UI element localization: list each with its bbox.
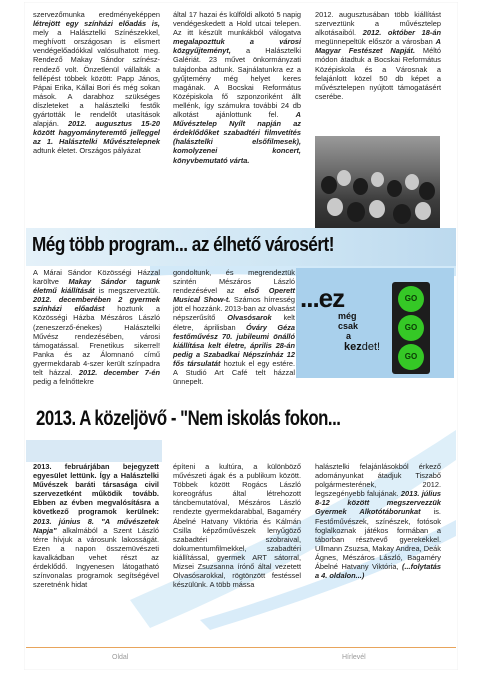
band1-column-1	[33, 268, 160, 386]
text: megalapozttuk a városi közgyűjteményt,	[173, 37, 301, 56]
text: szervezőmunka eredményeképpen	[33, 10, 160, 19]
text: mely a Halásztelki Színészekkel, meghívott országosan is elismert vendégelőadókkal valósulhatott meg. Rendező Makay Sándor színész-rendező volt. Önzetlenül vállalták a fellépést többek között: Papp János, Pápai Erika, Kállai Bori és még sokan mások. A darabhoz szükséges díszleteket a halásztelki festők gyártották le rendelőt utasítások alapján.	[33, 28, 160, 129]
text: "A művészetek Napja"	[33, 516, 159, 535]
go-light: GO	[398, 315, 424, 341]
text: adtunk életet. Országos pályázat	[33, 146, 141, 156]
text: Óváry Géza festőművész 70. jubileumi önálló kiállítása kelt életre, április 28-án pedig a Szabadkai Népszínház 12 fős társulatát	[173, 322, 295, 368]
text: Makay Sándor tagunk életmű kiállítását	[33, 277, 160, 296]
text: Olvasósarok	[227, 313, 272, 323]
text: kelt életre, áprilisban	[173, 313, 295, 332]
section-highlight	[26, 440, 162, 462]
text: 2013. június 8.	[33, 516, 94, 526]
band1-column-2	[173, 268, 295, 386]
ez-line-1: még	[338, 311, 357, 321]
ez-kez: kez	[344, 341, 362, 353]
footer-left: Oldal	[112, 654, 129, 661]
text: a Halásztelki Galériát. 23 művet önkormányzati tulajdonba adtunk. Sajnálatunkra ez a gyűjtemény még helyet keres magának. A Bocskai Református Középiskola fő szponzoriként állt mellénk, így számukra további 24 db alkotást ajánlottunk fel.	[173, 46, 301, 120]
text: 2012. augusztus 15-20 között hagyományteremtő jelleggel az 1. Halásztelki Művésztelepnek	[33, 119, 160, 147]
traffic-light-graphic	[392, 282, 430, 374]
text: 2013. július 8-12 között megszervezzük Gyermek Alkotótáborunkat	[315, 489, 441, 517]
go-light: GO	[398, 286, 424, 312]
band2-column-3	[315, 462, 441, 580]
ez-line-2: csak	[338, 321, 359, 331]
text: alkalmából a Szent László térre hívjuk a városunk lakosságát. Ezen a napon összemüvészeti kavalkádban vehet részt az érdeklődő. Ingyenesen látogatható színvonalas programok segítségével szeretnénk hidat	[33, 525, 159, 590]
text: létrejött egy színházi előadás is,	[33, 19, 160, 29]
go-light: GO	[398, 344, 424, 370]
footer-rule	[26, 647, 456, 648]
text: A Magyar Festészet Napját.	[315, 37, 441, 56]
top-column-1	[33, 10, 160, 156]
text: megünnepeltük először a városban	[315, 37, 433, 47]
band2-column-2	[173, 462, 301, 589]
text: is. Festőművészek, színészek, fotósok foglalkoznak játékos formában a táborban résztvevő gyerekekkel. Ullmann Zsuzsa, Makay Andrea, Deák Ágnes, Mészáros László, Bagaméry Ábelné Hatvany Viktória,	[315, 507, 441, 572]
text: hoztuk el egy estére. A Studió Art Café telt házzal ünnepelt.	[173, 358, 295, 387]
top-column-3	[315, 10, 441, 101]
text: által 17 hazai és külföldi alkotó 5 napig vendégeskedett a Hold utcai telepen. Az itt készült munkákból válogatva	[173, 10, 301, 38]
text: építeni a kultúra, a különböző művészeti ágak és a publikum között. Többek között Rogács László koreográfus által létrehozott táncbemutatóval, Mészáros László rendezte gyermekdarabbal, Bagaméry Ábelné Hatvany Viktória és Kálmán Csilla képzőművészek lenyűgöző szabadtéri szobraival, dokumentumfilmekkel, szabadtéri kiállítással, gyermek ART sátorral, Mizsei Zsuzsanna írónő által vezetett Olvasósarokkal, rögtönzött festéssel készülünk. A több mássa	[173, 462, 301, 590]
audience-photo	[315, 136, 440, 228]
text: (...folytatás a 4. oldalon...)	[315, 562, 441, 581]
section-title-2: 2013. A közeljövő - "Nem iskolás fokon...	[36, 407, 341, 430]
text: Méltó módon átadtuk a Bocskai Református Középiskola és a Városnak a felajánlott közel 50 db képet a művésztelepen nyújtott támogatásért cserébe.	[315, 46, 441, 101]
top-column-2	[173, 10, 301, 165]
section-title-1: Még több program... az élhető városért!	[32, 234, 334, 256]
band2-column-1	[33, 462, 159, 589]
ez-line-4	[344, 341, 380, 353]
ez-line-3: a	[346, 331, 352, 341]
text: Számos hírresség jött el hozzánk.	[173, 295, 295, 314]
text: első Operett Musical Show-t.	[173, 286, 295, 305]
text: gondoltunk, és megrendeztük szintén Mészáros László rendezésével az	[173, 268, 295, 296]
ez-det: det!	[361, 341, 381, 353]
text: A Márai Sándor Közösségi Házzal karöltve	[33, 268, 160, 287]
text: pedig a felnőttekre	[33, 377, 94, 387]
text: 2012. október 18-án	[362, 28, 441, 38]
text: 2013. februárjában bejegyzett egyesület lettünk. Így a Halásztelki Művészek baráti társasága civil szervezetként működik tovább. Ebben az évben megvalósításra a következő programok kerülnek:	[33, 462, 159, 517]
text: halásztelki felajánlásokból érkező adományunkat átadjuk Tiszabő polgármesterének, 2012. legszegényebb falujának.	[315, 462, 441, 499]
text: 2012. december 7-én	[78, 368, 160, 378]
text: A Művésztelep Nyílt napján az érdeklődőket szabadtéri filmvetítés (halásztelki elsőfilmesek), komolyzenei koncert, könyvbemutató várta.	[173, 110, 302, 165]
section-banner-1	[26, 228, 456, 266]
text: 2012. augusztusában több kiállítást szerveztünk a művésztelep alkotásaiból.	[315, 10, 441, 38]
text: is megszerveztük.	[98, 286, 160, 296]
footer-right: Hírlevél	[342, 654, 366, 661]
ez-big-text: ...ez	[300, 283, 345, 313]
text: 2013-ban az olvasást népszerűsítő	[173, 304, 295, 323]
text: hoztunk a Közösségi Házba Mészáros László (zeneszerző-énekes) Halásztelki Művész rendezésében, városi támogatással. Frenetikus sikerrel! Panka és az Álomnanó című gyermekdarab 4-szer került színpadra telt házzal.	[33, 304, 160, 378]
text: 2012. decemberében 2 gyermek színházi előadást	[33, 295, 160, 314]
